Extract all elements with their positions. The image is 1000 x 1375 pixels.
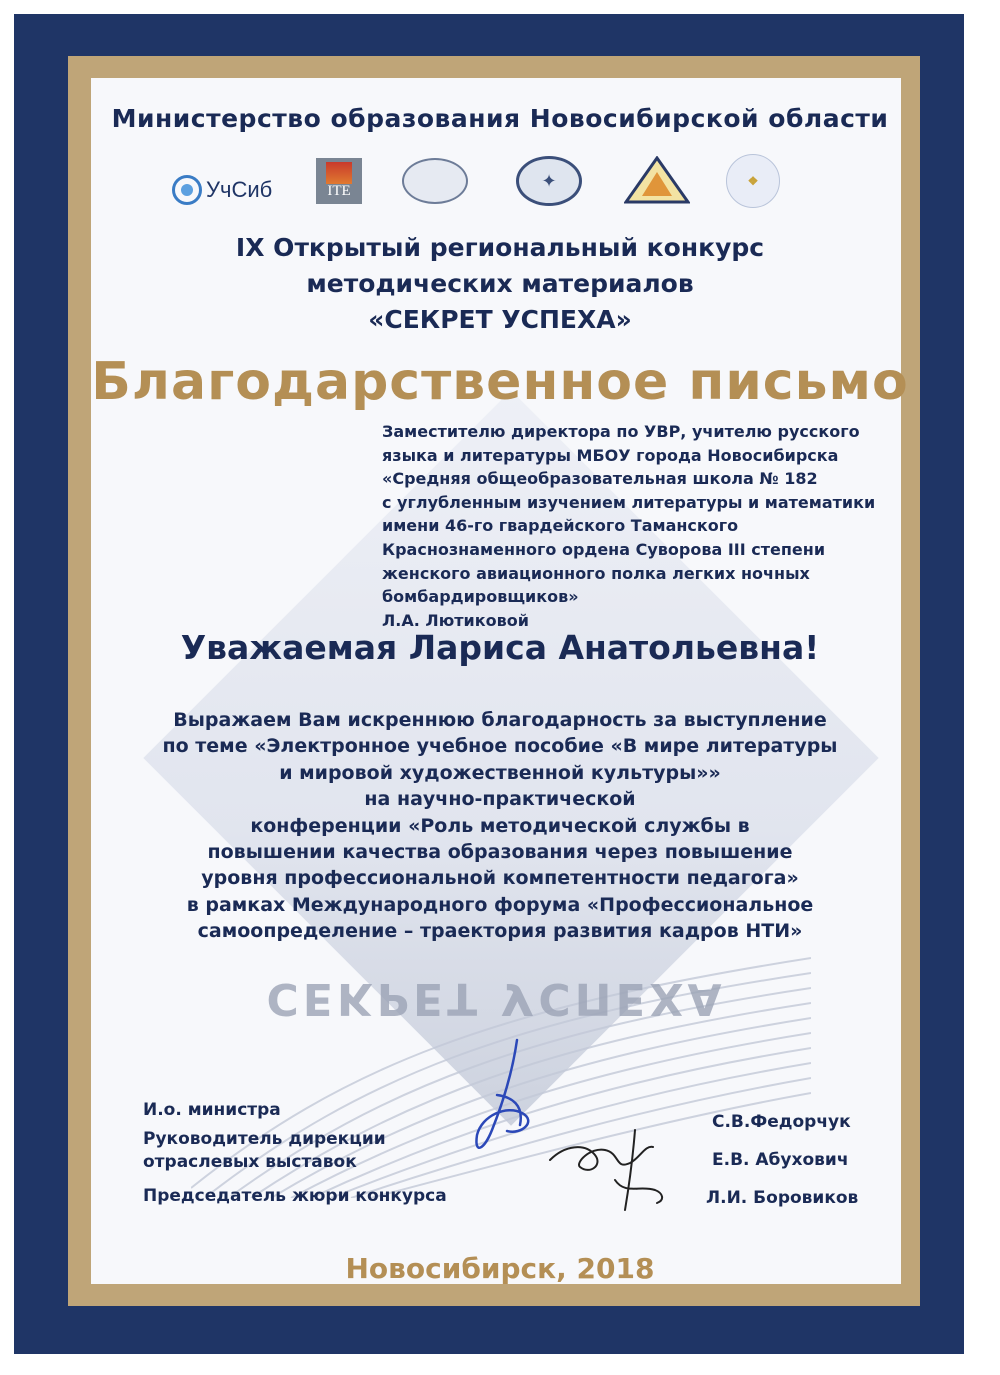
contest-heading bbox=[0, 230, 1000, 338]
role-jury-chair: Председатель жюри конкурса bbox=[143, 1186, 447, 1206]
recipient-name: Л.А. Лютиковой bbox=[382, 610, 529, 630]
seal-emblem-icon: ✦ bbox=[516, 156, 582, 206]
signature-handwritten bbox=[545, 1125, 675, 1215]
recipient-line: имени 46-го гвардейского Таманского bbox=[382, 516, 739, 536]
gratitude-text bbox=[0, 707, 1000, 945]
ministry-heading: Министерство образования Новосибирской области bbox=[111, 104, 889, 133]
round-emblem-icon: ❖ bbox=[726, 154, 780, 208]
body-line: на научно-практической bbox=[364, 788, 636, 811]
ite-logo bbox=[316, 158, 362, 204]
body-line: и мировой художественной культуры»» bbox=[279, 761, 721, 784]
contest-line-3: «СЕКРЕТ УСПЕХА» bbox=[368, 305, 632, 334]
triangle-emblem-icon bbox=[624, 156, 690, 206]
name-borovikov: Л.И. Боровиков bbox=[706, 1188, 859, 1208]
ite-stripe-icon bbox=[326, 162, 352, 184]
watermark-text: СЕКРЕТ УСПЕХА bbox=[266, 973, 726, 1024]
body-line: повышении качества образования через повышение bbox=[207, 841, 793, 864]
body-line: конференции «Роль методической службы в bbox=[250, 814, 750, 837]
building-emblem-icon bbox=[402, 158, 468, 204]
name-abukhovich: Е.В. Абухович bbox=[712, 1150, 849, 1170]
body-line: самоопределение – траектория развития кадров НТИ» bbox=[197, 920, 803, 943]
contest-line-2: методических материалов bbox=[306, 269, 694, 298]
contest-line-1: IX Открытый региональный конкурс bbox=[235, 233, 765, 262]
body-line: по теме «Электронное учебное пособие «В мире литературы bbox=[162, 735, 838, 758]
recipient-line: бомбардировщиков» bbox=[382, 587, 579, 607]
role-exhibition-director: Руководитель дирекции отраслевых выставок bbox=[143, 1129, 386, 1172]
recipient-line: Краснознаменного ордена Суворова III степени bbox=[382, 539, 826, 559]
uchsib-mark-icon bbox=[172, 175, 202, 205]
ite-logo-text: ITE bbox=[327, 183, 351, 199]
signature-handwritten bbox=[462, 1035, 542, 1165]
role-acting-minister: И.о. министра bbox=[143, 1100, 281, 1120]
body-line: в рамках Международного форума «Профессиональное bbox=[186, 893, 814, 916]
body-line: уровня профессиональной компетентности педагога» bbox=[201, 867, 799, 890]
greeting: Уважаемая Лариса Анатольевна! bbox=[180, 628, 820, 667]
recipient-block bbox=[382, 420, 902, 632]
body-line: Выражаем Вам искреннюю благодарность за выступление bbox=[173, 709, 827, 731]
name-fedorchuk: С.В.Федорчук bbox=[712, 1112, 851, 1132]
recipient-line: Заместителю директора по УВР, учителю русского bbox=[382, 422, 860, 441]
city-year: Новосибирск, 2018 bbox=[345, 1252, 655, 1285]
recipient-line: с углубленным изучением литературы и математики bbox=[382, 492, 876, 512]
recipient-line: женского авиационного полка легких ночных bbox=[382, 563, 810, 583]
uchsib-logo-text: УчСиб bbox=[206, 177, 273, 202]
certificate-title: Благодарственное письмо bbox=[91, 352, 909, 412]
uchsib-logo bbox=[172, 162, 272, 218]
recipient-line: языка и литературы МБОУ города Новосибирска bbox=[382, 445, 839, 465]
partner-logos bbox=[0, 152, 1000, 212]
recipient-line: «Средняя общеобразовательная школа № 182 bbox=[382, 469, 818, 489]
